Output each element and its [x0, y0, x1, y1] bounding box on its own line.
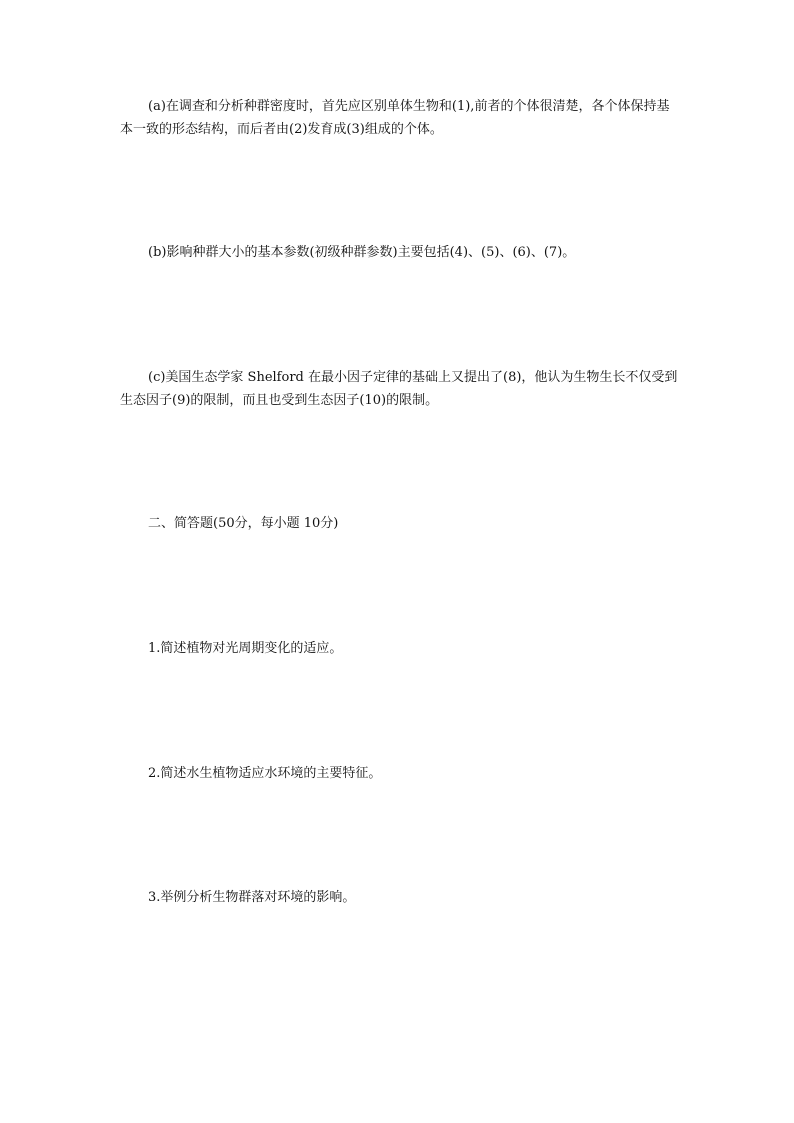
fill-in-question-a: (a)在调查和分析种群密度时，首先应区别单体生物和(1),前者的个体很清楚，各个体保持基本一致的形态结构，而后者由(2)发育成(3)组成的个体。 [120, 99, 670, 137]
short-answer-question-1: 1.简述植物对光周期变化的适应。 [148, 641, 343, 656]
short-answer-question-2: 2.简述水生植物适应水环境的主要特征。 [148, 766, 382, 781]
section-heading: 二、简答题(50分，每小题 10分) [148, 516, 339, 531]
short-answer-question-3: 3.举例分析生物群落对环境的影响。 [148, 890, 356, 905]
fill-in-question-c: (c)美国生态学家 Shelford 在最小因子定律的基础上又提出了(8)，他认为生物生长不仅受到生态因子(9)的限制，而且也受到生态因子(10)的限制。 [120, 370, 678, 408]
fill-in-question-b: (b)影响种群大小的基本参数(初级种群参数)主要包括(4)、(5)、(6)、(7)。 [148, 245, 576, 260]
